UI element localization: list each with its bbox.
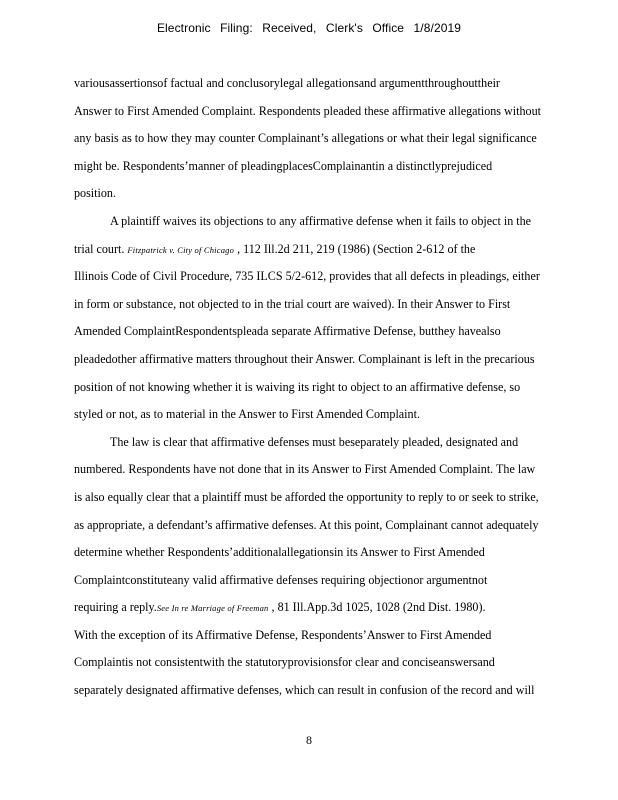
text-line: separately designated affirmative defenses, which can result in confusion of the record and will xyxy=(74,683,535,698)
text-line: Complaintconstituteany valid affirmative defenses requiring objectionor argumentnot xyxy=(74,572,488,587)
text-line: Amended ComplaintRespondentspleada separate Affirmative Defense, butthey havealso xyxy=(74,324,501,339)
text-segment: trial court. xyxy=(74,241,125,256)
document-body xyxy=(74,70,604,705)
text-segment: , 112 Ill.2d 211, 219 (1986) (Section 2-612 of the xyxy=(237,241,476,256)
text-line: Illinois Code of Civil Procedure, 735 ILCS 5/2-612, provides that all defects in pleadings, either xyxy=(74,269,540,284)
text-line: determine whether Respondents’additionalallegationsin its Answer to First Amended xyxy=(74,545,485,560)
text-line: With the exception of its Affirmative Defense, Respondents’Answer to First Amended xyxy=(74,627,492,642)
text-line: pleadedother affirmative matters throughout their Answer. Complainant is left in the precarious xyxy=(74,351,535,366)
text-line: styled or not, as to material in the Answer to First Amended Complaint. xyxy=(74,407,420,422)
header-word: Clerk's xyxy=(325,21,363,35)
case-citation: Fitzpatrick v. City of Chicago xyxy=(127,244,235,255)
header-word: Office xyxy=(372,21,405,35)
header-word: Received, xyxy=(262,21,317,35)
text-line xyxy=(74,236,604,264)
text-line: The law is clear that affirmative defenses must beseparately pleaded, designated and xyxy=(110,434,519,449)
text-line: numbered. Respondents have not done that in its Answer to First Amended Complaint. The law xyxy=(74,462,536,477)
text-line: A plaintiff waives its objections to any affirmative defense when it fails to object in the xyxy=(110,213,532,228)
text-line xyxy=(74,594,604,622)
text-line: Answer to First Amended Complaint. Respondents pleaded these affirmative allegations without xyxy=(74,103,541,118)
text-line: as appropriate, a defendant’s affirmative defenses. At this point, Complainant cannot adequately xyxy=(74,517,539,532)
header-date: 1/8/2019 xyxy=(413,21,462,35)
text-line: position of not knowing whether it is waiving its right to object to an affirmative defense, so xyxy=(74,379,521,394)
filing-header xyxy=(0,21,618,35)
header-word: Filing: xyxy=(220,21,253,35)
text-line: variousassertionsof factual and conclusorylegal allegationsand argumentthroughouttheir xyxy=(74,76,500,90)
text-line: any basis as to how they may counter Complainant’s allegations or what their legal significance xyxy=(74,131,537,146)
text-line: is also equally clear that a plaintiff must be afforded the opportunity to reply to or seek to strike, xyxy=(74,489,539,504)
case-citation: See In re Marriage of Freeman xyxy=(156,603,269,614)
page-number: 8 xyxy=(306,733,312,747)
header-word: Electronic xyxy=(156,21,211,35)
text-line: position. xyxy=(74,186,116,201)
text-segment: , 81 Ill.App.3d 1025, 1028 (2nd Dist. 1980). xyxy=(271,600,486,615)
text-line: Complaintis not consistentwith the statutoryprovisionsfor clear and conciseanswersand xyxy=(74,655,495,670)
text-line: in form or substance, not objected to in the trial court are waived). In their Answer to First xyxy=(74,296,511,311)
text-segment: requiring a reply. xyxy=(74,600,157,615)
text-line: might be. Respondents’manner of pleadingplacesComplainantin a distinctlyprejudiced xyxy=(74,158,493,173)
